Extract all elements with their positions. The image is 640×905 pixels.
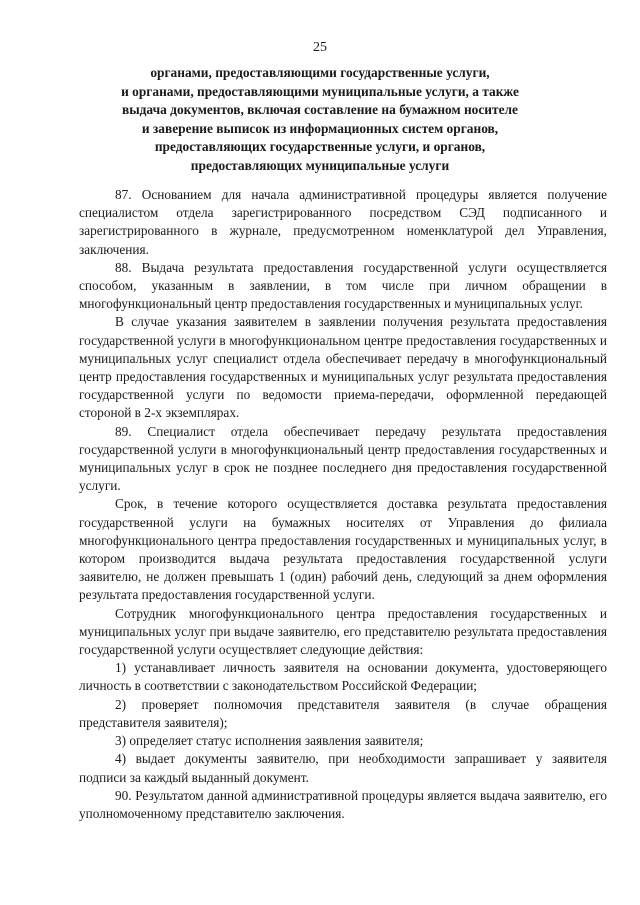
section-heading [100, 64, 540, 176]
paragraph-mfc-transfer: В случае указания заявителем в заявлении получения результата предоставления государственной услуги в многофункциональном центре предоставления государственных и муниципальных услуг специалист отдела обеспечивает передачу в многофункциональный центр предоставления государственных и муниципальных услуг результата предоставления государственной услуги по ведомости приема-передачи, оформленной передающей стороной в 2-х экземплярах. [79, 314, 607, 421]
list-item-2: 2) проверяет полномочия представителя заявителя (в случае обращения представителя заявителя); [79, 696, 607, 730]
paragraph-89: 89. Специалист отдела обеспечивает передачу результата предоставления государственной услуги в многофункциональный центр предоставления государственных и муниципальных услуг в срок не позднее последнего дня предоставления государственной услуги. [79, 423, 607, 494]
page-number: 25 [313, 40, 327, 55]
list-item-3: 3) определяет статус исполнения заявления заявителя; [115, 733, 424, 749]
heading-line: органами, предоставляющими государственные услуги, [150, 65, 490, 80]
document-body [79, 186, 607, 823]
heading-line: предоставляющих муниципальные услуги [190, 157, 450, 173]
heading-line: выдача документов, включая составление на бумажном носителе [121, 102, 519, 118]
list-item-4: 4) выдает документы заявителю, при необходимости запрашивает у заявителя подписи за каждый выданный документ. [79, 751, 607, 785]
list-item-1: 1) устанавливает личность заявителя на основании документа, удостоверяющего личность в соответствии с законодательством Российской Федерации; [79, 660, 607, 694]
heading-line: и органами, предоставляющими муниципальные услуги, а также [121, 83, 519, 99]
paragraph-delivery-term: Срок, в течение которого осуществляется доставка результата предоставления государственной услуги на бумажных носителях от Управления до филиала многофункционального центра предоставления государственных и муниципальных услуг, в котором производится выдача результата предоставления государственной услуги заявителю, не должен превышать 1 (один) рабочий день, следующий за днем оформления результата предоставления государственной услуги. [79, 496, 607, 603]
paragraph-mfc-employee: Сотрудник многофункционального центра предоставления государственных и муниципальных услуг при выдаче заявителю, его представителю результата предоставления государственной услуги осуществляет следующие действия: [79, 605, 607, 658]
heading-line: и заверение выписок из информационных систем органов, [141, 120, 499, 136]
paragraph-87: 87. Основанием для начала административной процедуры является получение специалистом отдела зарегистрированного посредством СЭД подписанного и зарегистрированного в журнале, предусмотренном номенклатурой дел Управления, заключения. [79, 187, 607, 257]
heading-line: предоставляющих государственные услуги, и органов, [154, 139, 486, 155]
paragraph-88: 88. Выдача результата предоставления государственной услуги осуществляется способом, указанным в заявлении, в том числе при личном обращении в многофункциональный центр предоставления государственных и муниципальных услуг. [79, 259, 607, 312]
paragraph-90: 90. Результатом данной административной процедуры является выдача заявителю, его уполномоченному представителю заключения. [79, 787, 607, 821]
